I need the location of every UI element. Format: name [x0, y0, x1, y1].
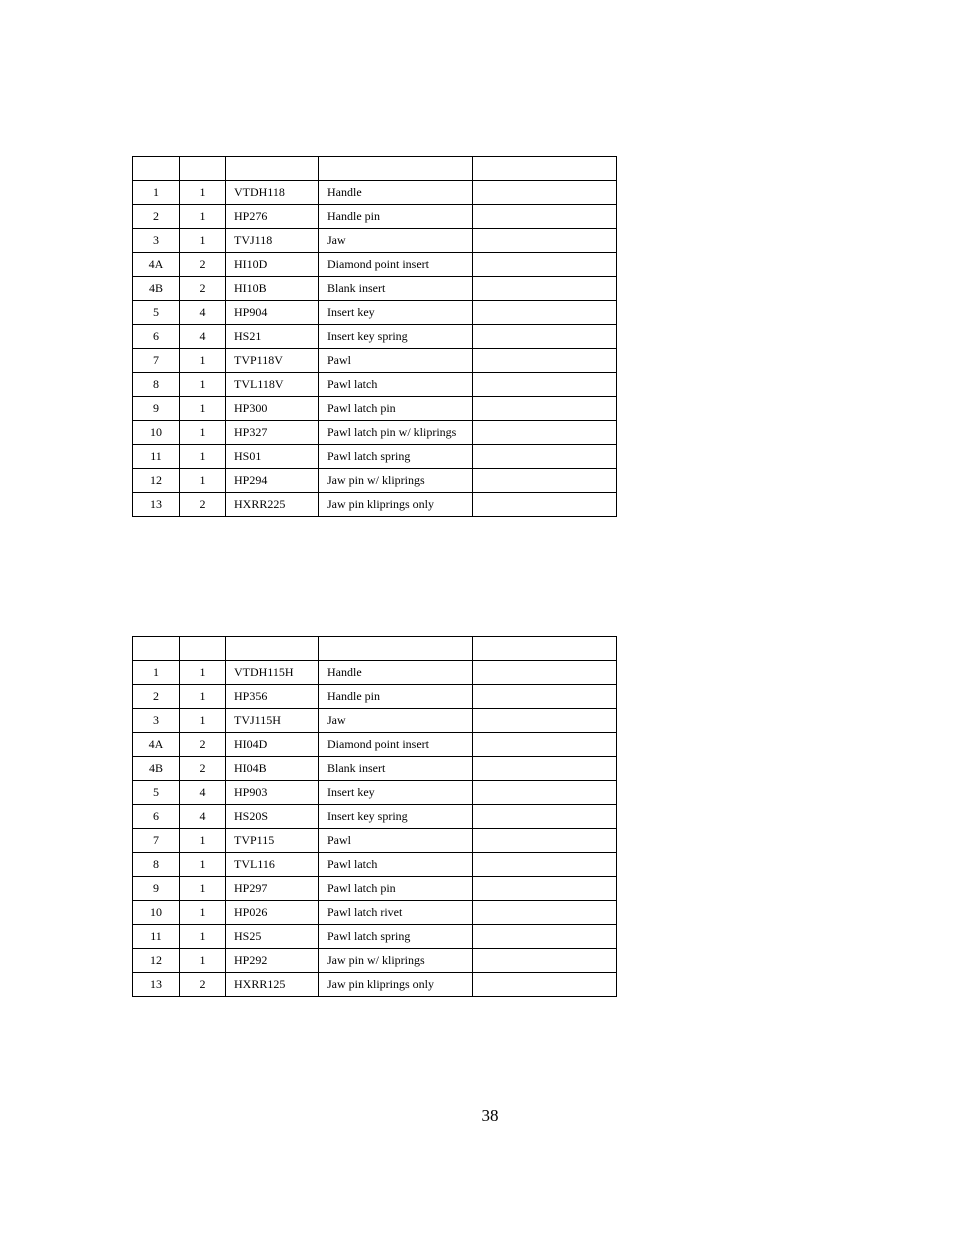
cell-description: Pawl latch rivet: [319, 901, 473, 925]
cell-notes: [473, 709, 617, 733]
cell-description: Pawl latch pin: [319, 877, 473, 901]
table-row: [133, 277, 617, 301]
cell-description: Handle: [319, 181, 473, 205]
table-row: [133, 949, 617, 973]
table-row: [133, 661, 617, 685]
cell-item-number: 3: [133, 709, 180, 733]
cell-notes: [473, 853, 617, 877]
header-cell-quantity: [180, 637, 226, 661]
cell-notes: [473, 949, 617, 973]
table-row: [133, 253, 617, 277]
header-cell-part-number: [226, 637, 319, 661]
page-number: 38: [481, 1106, 499, 1125]
cell-item-number: 11: [133, 925, 180, 949]
cell-notes: [473, 253, 617, 277]
cell-quantity: 1: [180, 469, 226, 493]
cell-notes: [473, 277, 617, 301]
cell-item-number: 13: [133, 973, 180, 997]
cell-notes: [473, 925, 617, 949]
table-row: [133, 397, 617, 421]
table-row: [133, 685, 617, 709]
cell-item-number: 6: [133, 805, 180, 829]
cell-description: Handle: [319, 661, 473, 685]
cell-quantity: 1: [180, 181, 226, 205]
cell-notes: [473, 229, 617, 253]
cell-quantity: 2: [180, 253, 226, 277]
cell-item-number: 13: [133, 493, 180, 517]
cell-quantity: 1: [180, 373, 226, 397]
cell-notes: [473, 181, 617, 205]
header-cell-quantity: [180, 157, 226, 181]
cell-description: Diamond point insert: [319, 253, 473, 277]
cell-description: Pawl latch: [319, 853, 473, 877]
cell-quantity: 1: [180, 421, 226, 445]
cell-part-number: HP300: [226, 397, 319, 421]
cell-notes: [473, 781, 617, 805]
cell-part-number: HP356: [226, 685, 319, 709]
cell-description: Insert key spring: [319, 805, 473, 829]
cell-item-number: 10: [133, 421, 180, 445]
cell-quantity: 2: [180, 757, 226, 781]
cell-quantity: 1: [180, 709, 226, 733]
table-row: [133, 229, 617, 253]
cell-part-number: TVP118V: [226, 349, 319, 373]
cell-part-number: HP026: [226, 901, 319, 925]
cell-item-number: 1: [133, 181, 180, 205]
header-cell-notes: [473, 157, 617, 181]
cell-notes: [473, 805, 617, 829]
table-row: [133, 301, 617, 325]
table-row: [133, 877, 617, 901]
table-row: [133, 469, 617, 493]
cell-item-number: 9: [133, 877, 180, 901]
cell-description: Pawl latch: [319, 373, 473, 397]
table-row: [133, 853, 617, 877]
table-row: [133, 805, 617, 829]
header-cell-part-number: [226, 157, 319, 181]
cell-quantity: 1: [180, 829, 226, 853]
parts-table-1: [132, 156, 617, 517]
table-row: [133, 733, 617, 757]
parts-table-1-body: [133, 157, 617, 517]
cell-item-number: 9: [133, 397, 180, 421]
cell-description: Jaw pin kliprings only: [319, 973, 473, 997]
header-row: [133, 637, 617, 661]
table-row: [133, 445, 617, 469]
cell-item-number: 11: [133, 445, 180, 469]
cell-part-number: HI04B: [226, 757, 319, 781]
cell-quantity: 4: [180, 325, 226, 349]
table-row: [133, 709, 617, 733]
cell-part-number: HS25: [226, 925, 319, 949]
table-row: [133, 925, 617, 949]
cell-notes: [473, 493, 617, 517]
cell-description: Diamond point insert: [319, 733, 473, 757]
cell-description: Insert key spring: [319, 325, 473, 349]
cell-item-number: 2: [133, 685, 180, 709]
cell-notes: [473, 349, 617, 373]
cell-notes: [473, 373, 617, 397]
cell-quantity: 1: [180, 229, 226, 253]
cell-part-number: HS21: [226, 325, 319, 349]
cell-quantity: 1: [180, 445, 226, 469]
table-row: [133, 973, 617, 997]
cell-description: Blank insert: [319, 277, 473, 301]
cell-part-number: HI10D: [226, 253, 319, 277]
cell-quantity: 2: [180, 973, 226, 997]
cell-item-number: 3: [133, 229, 180, 253]
cell-quantity: 1: [180, 349, 226, 373]
cell-description: Blank insert: [319, 757, 473, 781]
table-row: [133, 325, 617, 349]
table-row: [133, 421, 617, 445]
cell-quantity: 1: [180, 685, 226, 709]
cell-notes: [473, 757, 617, 781]
cell-part-number: HI10B: [226, 277, 319, 301]
cell-part-number: HXRR225: [226, 493, 319, 517]
cell-description: Insert key: [319, 781, 473, 805]
cell-item-number: 1: [133, 661, 180, 685]
cell-notes: [473, 421, 617, 445]
cell-quantity: 1: [180, 901, 226, 925]
cell-quantity: 1: [180, 397, 226, 421]
cell-description: Pawl latch spring: [319, 925, 473, 949]
cell-item-number: 5: [133, 301, 180, 325]
header-cell-item-number: [133, 157, 180, 181]
cell-description: Jaw pin w/ kliprings: [319, 949, 473, 973]
cell-quantity: 2: [180, 733, 226, 757]
cell-quantity: 4: [180, 781, 226, 805]
table-row: [133, 781, 617, 805]
cell-part-number: HXRR125: [226, 973, 319, 997]
header-cell-item-number: [133, 637, 180, 661]
table-row: [133, 757, 617, 781]
cell-item-number: 10: [133, 901, 180, 925]
cell-description: Handle pin: [319, 205, 473, 229]
cell-quantity: 4: [180, 301, 226, 325]
cell-part-number: TVL118V: [226, 373, 319, 397]
cell-notes: [473, 661, 617, 685]
cell-description: Jaw: [319, 709, 473, 733]
cell-quantity: 1: [180, 877, 226, 901]
cell-part-number: HP276: [226, 205, 319, 229]
cell-item-number: 4A: [133, 733, 180, 757]
cell-part-number: HP294: [226, 469, 319, 493]
cell-part-number: HP903: [226, 781, 319, 805]
cell-item-number: 7: [133, 829, 180, 853]
cell-item-number: 4B: [133, 757, 180, 781]
cell-item-number: 2: [133, 205, 180, 229]
cell-description: Jaw pin w/ kliprings: [319, 469, 473, 493]
cell-description: Jaw pin kliprings only: [319, 493, 473, 517]
cell-quantity: 1: [180, 925, 226, 949]
cell-quantity: 2: [180, 493, 226, 517]
cell-quantity: 2: [180, 277, 226, 301]
cell-part-number: TVP115: [226, 829, 319, 853]
cell-part-number: TVJ118: [226, 229, 319, 253]
cell-notes: [473, 733, 617, 757]
table-row: [133, 901, 617, 925]
cell-item-number: 12: [133, 949, 180, 973]
cell-item-number: 7: [133, 349, 180, 373]
cell-notes: [473, 685, 617, 709]
cell-description: Pawl latch spring: [319, 445, 473, 469]
parts-table-2: [132, 636, 617, 997]
cell-notes: [473, 397, 617, 421]
cell-item-number: 8: [133, 373, 180, 397]
cell-quantity: 1: [180, 853, 226, 877]
cell-item-number: 5: [133, 781, 180, 805]
cell-item-number: 4B: [133, 277, 180, 301]
cell-part-number: HS01: [226, 445, 319, 469]
cell-notes: [473, 829, 617, 853]
cell-quantity: 4: [180, 805, 226, 829]
table-row: [133, 181, 617, 205]
cell-description: Handle pin: [319, 685, 473, 709]
header-cell-notes: [473, 637, 617, 661]
cell-part-number: HP904: [226, 301, 319, 325]
cell-item-number: 8: [133, 853, 180, 877]
cell-quantity: 1: [180, 205, 226, 229]
cell-description: Insert key: [319, 301, 473, 325]
cell-notes: [473, 301, 617, 325]
cell-description: Pawl: [319, 349, 473, 373]
cell-item-number: 12: [133, 469, 180, 493]
cell-item-number: 4A: [133, 253, 180, 277]
cell-notes: [473, 901, 617, 925]
cell-description: Pawl: [319, 829, 473, 853]
cell-quantity: 1: [180, 949, 226, 973]
cell-description: Jaw: [319, 229, 473, 253]
cell-part-number: HS20S: [226, 805, 319, 829]
parts-table-2-body: [133, 637, 617, 997]
cell-description: Pawl latch pin: [319, 397, 473, 421]
header-cell-description: [319, 637, 473, 661]
cell-description: Pawl latch pin w/ kliprings: [319, 421, 473, 445]
cell-notes: [473, 469, 617, 493]
cell-part-number: HP292: [226, 949, 319, 973]
table-row: [133, 373, 617, 397]
header-cell-description: [319, 157, 473, 181]
header-row: [133, 157, 617, 181]
table-row: [133, 205, 617, 229]
cell-part-number: TVJ115H: [226, 709, 319, 733]
cell-part-number: VTDH115H: [226, 661, 319, 685]
cell-item-number: 6: [133, 325, 180, 349]
cell-notes: [473, 205, 617, 229]
cell-part-number: HP327: [226, 421, 319, 445]
cell-quantity: 1: [180, 661, 226, 685]
table-row: [133, 349, 617, 373]
cell-notes: [473, 877, 617, 901]
cell-part-number: VTDH118: [226, 181, 319, 205]
cell-notes: [473, 325, 617, 349]
cell-part-number: HP297: [226, 877, 319, 901]
cell-part-number: TVL116: [226, 853, 319, 877]
table-row: [133, 829, 617, 853]
cell-notes: [473, 445, 617, 469]
cell-part-number: HI04D: [226, 733, 319, 757]
table-row: [133, 493, 617, 517]
cell-notes: [473, 973, 617, 997]
